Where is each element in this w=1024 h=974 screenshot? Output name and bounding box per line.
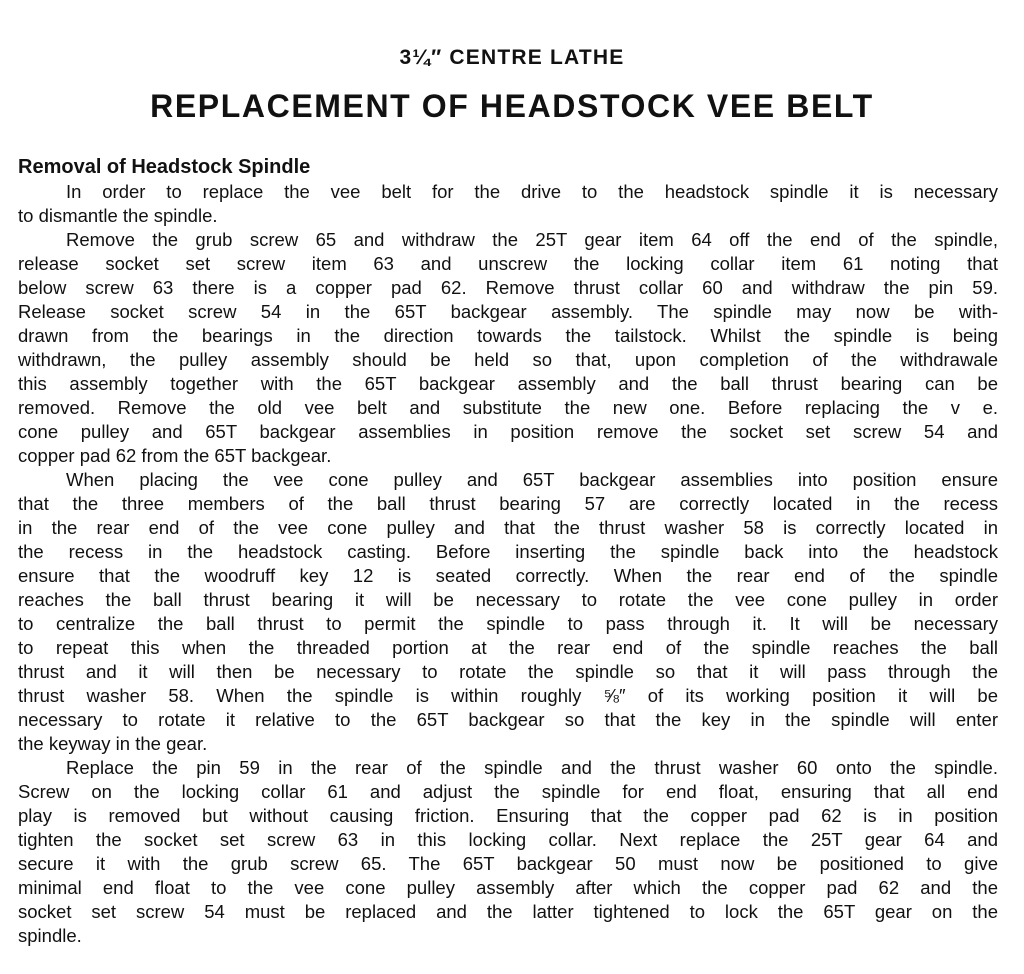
text-line: that the three members of the ball thrust bearing 57 are correctly located in the recess	[18, 493, 998, 514]
text-line: spindle.	[18, 925, 82, 946]
document-title: REPLACEMENT OF HEADSTOCK VEE BELT	[150, 88, 874, 124]
text-line: ensure that the woodruff key 12 is seated correctly. When the rear end of the spindle	[18, 565, 998, 586]
text-line: play is removed but without causing friction. Ensuring that the copper pad 62 is in position	[18, 805, 998, 826]
text-line: Replace the pin 59 in the rear of the spindle and the thrust washer 60 onto the spindle.	[66, 757, 998, 778]
text-line: to centralize the ball thrust to permit the spindle to pass through it. It will be necessary	[18, 613, 998, 634]
text-line: cone pulley and 65T backgear assemblies in position remove the socket set screw 54 and	[18, 421, 998, 442]
text-line: this assembly together with the 65T backgear assembly and the ball thrust bearing can be	[18, 373, 998, 394]
text-line: necessary to rotate it relative to the 65T backgear so that the key in the spindle will enter	[18, 709, 998, 730]
text-line: copper pad 62 from the 65T backgear.	[18, 445, 332, 466]
text-line: the recess in the headstock casting. Before inserting the spindle back into the headstock	[18, 541, 998, 562]
document-subtitle: 3¼″ CENTRE LATHE	[399, 46, 625, 69]
text-line: the keyway in the gear.	[18, 733, 208, 754]
text-line: drawn from the bearings in the direction towards the tailstock. Whilst the spindle is being	[18, 325, 998, 346]
text-line: When placing the vee cone pulley and 65T backgear assemblies into position ensure	[66, 469, 998, 490]
text-line: Remove the grub screw 65 and withdraw the 25T gear item 64 off the end of the spindle,	[66, 229, 998, 250]
text-line: below screw 63 there is a copper pad 62. Remove thrust collar 60 and withdraw the pin 59.	[18, 277, 998, 298]
text-line: reaches the ball thrust bearing it will be necessary to rotate the vee cone pulley in order	[18, 589, 998, 610]
text-line: tighten the socket set screw 63 in this locking collar. Next replace the 25T gear 64 and	[18, 829, 998, 850]
text-line: secure it with the grub screw 65. The 65T backgear 50 must now be positioned to give	[18, 853, 998, 874]
text-line: minimal end float to the vee cone pulley assembly after which the copper pad 62 and the	[18, 877, 998, 898]
text-line: thrust washer 58. When the spindle is within roughly ⅝″ of its working position it will be	[18, 685, 998, 706]
text-line: In order to replace the vee belt for the drive to the headstock spindle it is necessary	[66, 181, 998, 202]
text-line: in the rear end of the vee cone pulley and that the thrust washer 58 is correctly located in	[18, 517, 998, 538]
text-line: release socket set screw item 63 and unscrew the locking collar item 61 noting that	[18, 253, 998, 274]
text-line: removed. Remove the old vee belt and substitute the new one. Before replacing the v e.	[18, 397, 998, 418]
text-line: socket set screw 54 must be replaced and the latter tightened to lock the 65T gear on the	[18, 901, 998, 922]
text-line: Screw on the locking collar 61 and adjust the spindle for end float, ensuring that all end	[18, 781, 998, 802]
text-line: to repeat this when the threaded portion at the rear end of the spindle reaches the ball	[18, 637, 998, 658]
text-line: Release socket screw 54 in the 65T backgear assembly. The spindle may now be with-	[18, 301, 998, 322]
text-line: withdrawn, the pulley assembly should be held so that, upon completion of the withdrawale	[18, 349, 998, 370]
text-line: thrust and it will then be necessary to rotate the spindle so that it will pass through the	[18, 661, 998, 682]
section-heading: Removal of Headstock Spindle	[18, 156, 311, 178]
text-line: to dismantle the spindle.	[18, 205, 218, 226]
